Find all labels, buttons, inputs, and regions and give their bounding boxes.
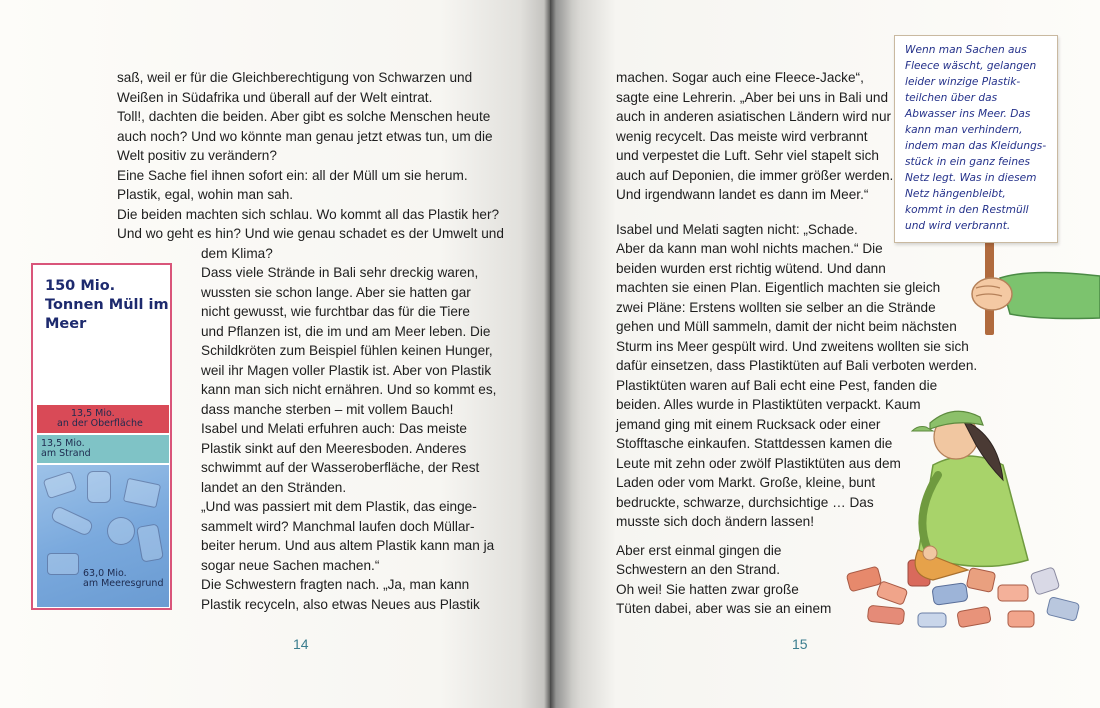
text-line: beiden wurden erst richtig wütend. Und dann: [616, 261, 886, 276]
beach-value: 13,5 Mio.: [41, 438, 85, 449]
text-line: wenig recycelt. Das meiste wird verbrannt: [616, 129, 868, 144]
text-line: Die Schwestern fragten nach. „Ja, man kann: [201, 577, 470, 592]
text-line: kann man sich nicht ernähren. Und so kommt es,: [201, 382, 497, 397]
text-line: machten sie einen Plan. Eigentlich machten sie gleich: [616, 280, 941, 295]
infographic-title: 150 Mio. Tonnen Müll im Meer: [45, 278, 169, 332]
text-line: dass manche sterben – mit vollem Bauch!: [201, 402, 454, 417]
sign-text-line: leider winzige Plastik-: [905, 76, 1021, 88]
text-line: Isabel und Melati erfuhren auch: Das meiste: [201, 421, 467, 436]
text-line: Isabel und Melati sagten nicht: „Schade.: [616, 222, 858, 237]
text-line: auch noch? Und wo könnte man genau jetzt etwas tun, um die: [117, 129, 493, 144]
text-line: nicht gewusst, wie furchtbar das für die Tiere: [201, 304, 470, 319]
text-line: dem Klima?: [201, 246, 273, 261]
text-line: Welt positiv zu verändern?: [117, 148, 277, 163]
bottle-shape: [50, 505, 95, 537]
can-shape: [107, 517, 135, 545]
box-shape: [123, 478, 161, 509]
surface-label: an der Oberfläche: [57, 418, 143, 429]
hand-illustration: [960, 258, 1100, 338]
sign-text-line: Wenn man Sachen aus: [905, 44, 1027, 56]
box-shape: [47, 553, 79, 575]
text-line: jemand ging mit einem Rucksack oder einer: [616, 417, 881, 432]
sign-text-line: kann man verhindern,: [905, 124, 1023, 136]
text-line: sogar neue Sachen machen.“: [201, 558, 380, 573]
text-line: beiden. Alles wurde in Plastiktüten verpackt. Kaum: [616, 397, 921, 412]
text-line: Schildkröten zum Beispiel fühlen keinen Hunger,: [201, 343, 493, 358]
text-line: Aber erst einmal gingen die: [616, 543, 782, 558]
cup-shape: [87, 471, 111, 503]
sign-text-line: Netz hängenbleibt,: [905, 188, 1006, 200]
text-line: Laden oder vom Markt. Große, kleine, bunt: [616, 475, 876, 490]
page-number-left: 14: [293, 636, 309, 652]
beach-bar: [37, 435, 169, 463]
text-line: Aber da kann man wohl nichts machen.“ Die: [616, 241, 883, 256]
surface-bar: [37, 405, 169, 433]
sign-text-line: Fleece wäscht, gelangen: [905, 60, 1037, 72]
text-line: Plastik recyceln, also etwas Neues aus Plastik: [201, 597, 480, 612]
sign-text-line: teilchen über das: [905, 92, 998, 104]
book-gutter: [520, 0, 580, 708]
info-sign: [894, 35, 1058, 243]
surface-value: 13,5 Mio.: [71, 408, 115, 419]
text-line: Schwestern an den Strand.: [616, 562, 780, 577]
text-line: dafür einsetzen, dass Plastiktüten auf Bali verboten werden.: [616, 358, 978, 373]
text-line: Eine Sache fiel ihnen sofort ein: all der Müll um sie herum.: [117, 168, 468, 183]
text-line: weil ihr Magen voller Plastik ist. Aber von Plastik: [201, 363, 492, 378]
bottle-shape: [43, 471, 78, 499]
text-line: saß, weil er für die Gleichberechtigung von Schwarzen und: [117, 70, 473, 85]
text-line: schwimmt auf der Wasseroberfläche, der Rest: [201, 460, 480, 475]
text-line: sammelt wird? Manchmal laufen doch Müllar-: [201, 519, 475, 534]
text-line: wussten sie schon lange. Aber sie hatten gar: [201, 285, 471, 300]
text-line: Sturm ins Meer gespült wird. Und zweitens wollten sie sich: [616, 339, 969, 354]
sign-text-line: stück in ein ganz feines: [905, 156, 1031, 168]
text-line: machen. Sogar auch eine Fleece-Jacke“,: [616, 70, 864, 85]
text-line: „Und was passiert mit dem Plastik, das einge-: [201, 499, 477, 514]
text-line: auch auf Deponien, die immer größer werden.: [616, 168, 894, 183]
text-line: gehen und Müll sammeln, damit der nicht beim nächsten: [616, 319, 957, 334]
sign-text-line: kommt in den Restmüll: [905, 204, 1029, 216]
text-line: Und wo geht es hin? Und wie genau schadet es der Umwelt und: [117, 226, 504, 241]
text-line: bedruckte, schwarze, durchsichtige … Das: [616, 495, 874, 510]
text-line: Toll!, dachten die beiden. Aber gibt es solche Menschen heute: [117, 109, 491, 124]
text-line: Plastik, egal, wohin man sah.: [117, 187, 294, 202]
page-number-right: 15: [792, 636, 808, 652]
text-line: Und irgendwann landet es dann im Meer.“: [616, 187, 869, 202]
text-line: sagte eine Lehrerin. „Aber bei uns in Bali und: [616, 90, 889, 105]
text-line: Plastik sinkt auf den Meeresboden. Anderes: [201, 441, 467, 456]
sign-text-line: Netz legt. Was in diesem: [905, 172, 1037, 184]
beach-label: am Strand: [41, 448, 91, 459]
girl-hand: [923, 546, 937, 560]
text-line: Stofftasche einkaufen. Stattdessen kamen die: [616, 436, 893, 451]
text-line: und Pflanzen ist, die im und am Meer leben. Die: [201, 324, 491, 339]
text-line: Dass viele Strände in Bali sehr dreckig waren,: [201, 265, 479, 280]
sign-text-line: und wird verbrannt.: [905, 220, 1011, 232]
text-line: Tüten dabei, aber was sie an einem: [616, 601, 832, 616]
text-line: zwei Pläne: Erstens wollten sie selber an die Strände: [616, 300, 936, 315]
bottle-shape: [136, 523, 164, 562]
text-line: Weißen in Südafrika und überall auf der Welt eintrat.: [117, 90, 433, 105]
text-line: Plastiktüten waren auf Bali echt eine Pest, fanden die: [616, 378, 938, 393]
text-line: Oh wei! Sie hatten zwar große: [616, 582, 799, 597]
sign-text-line: Abwasser ins Meer. Das: [905, 108, 1031, 120]
text-line: auch in anderen asiatischen Ländern wird nur: [616, 109, 892, 124]
sign-text-line: indem man das Kleidungs-: [905, 140, 1047, 152]
text-line: landet an den Stränden.: [201, 480, 347, 495]
text-line: beiter herum. Und aus altem Plastik kann man ja: [201, 538, 495, 553]
infographic-box: [31, 263, 172, 610]
text-line: musste sich doch ändern lassen!: [616, 514, 814, 529]
seabed-label: am Meeresgrund: [83, 578, 164, 589]
seabed-value: 63,0 Mio.: [83, 568, 127, 579]
text-line: Leute mit zehn oder zwölf Plastiktüten aus dem: [616, 456, 901, 471]
text-line: und verpestet die Luft. Sehr viel stapelt sich: [616, 148, 879, 163]
text-line: Die beiden machten sich schlau. Wo kommt all das Plastik her?: [117, 207, 500, 222]
seabed-bar: [37, 465, 169, 607]
girl-collecting-trash-illustration: [838, 385, 1093, 640]
